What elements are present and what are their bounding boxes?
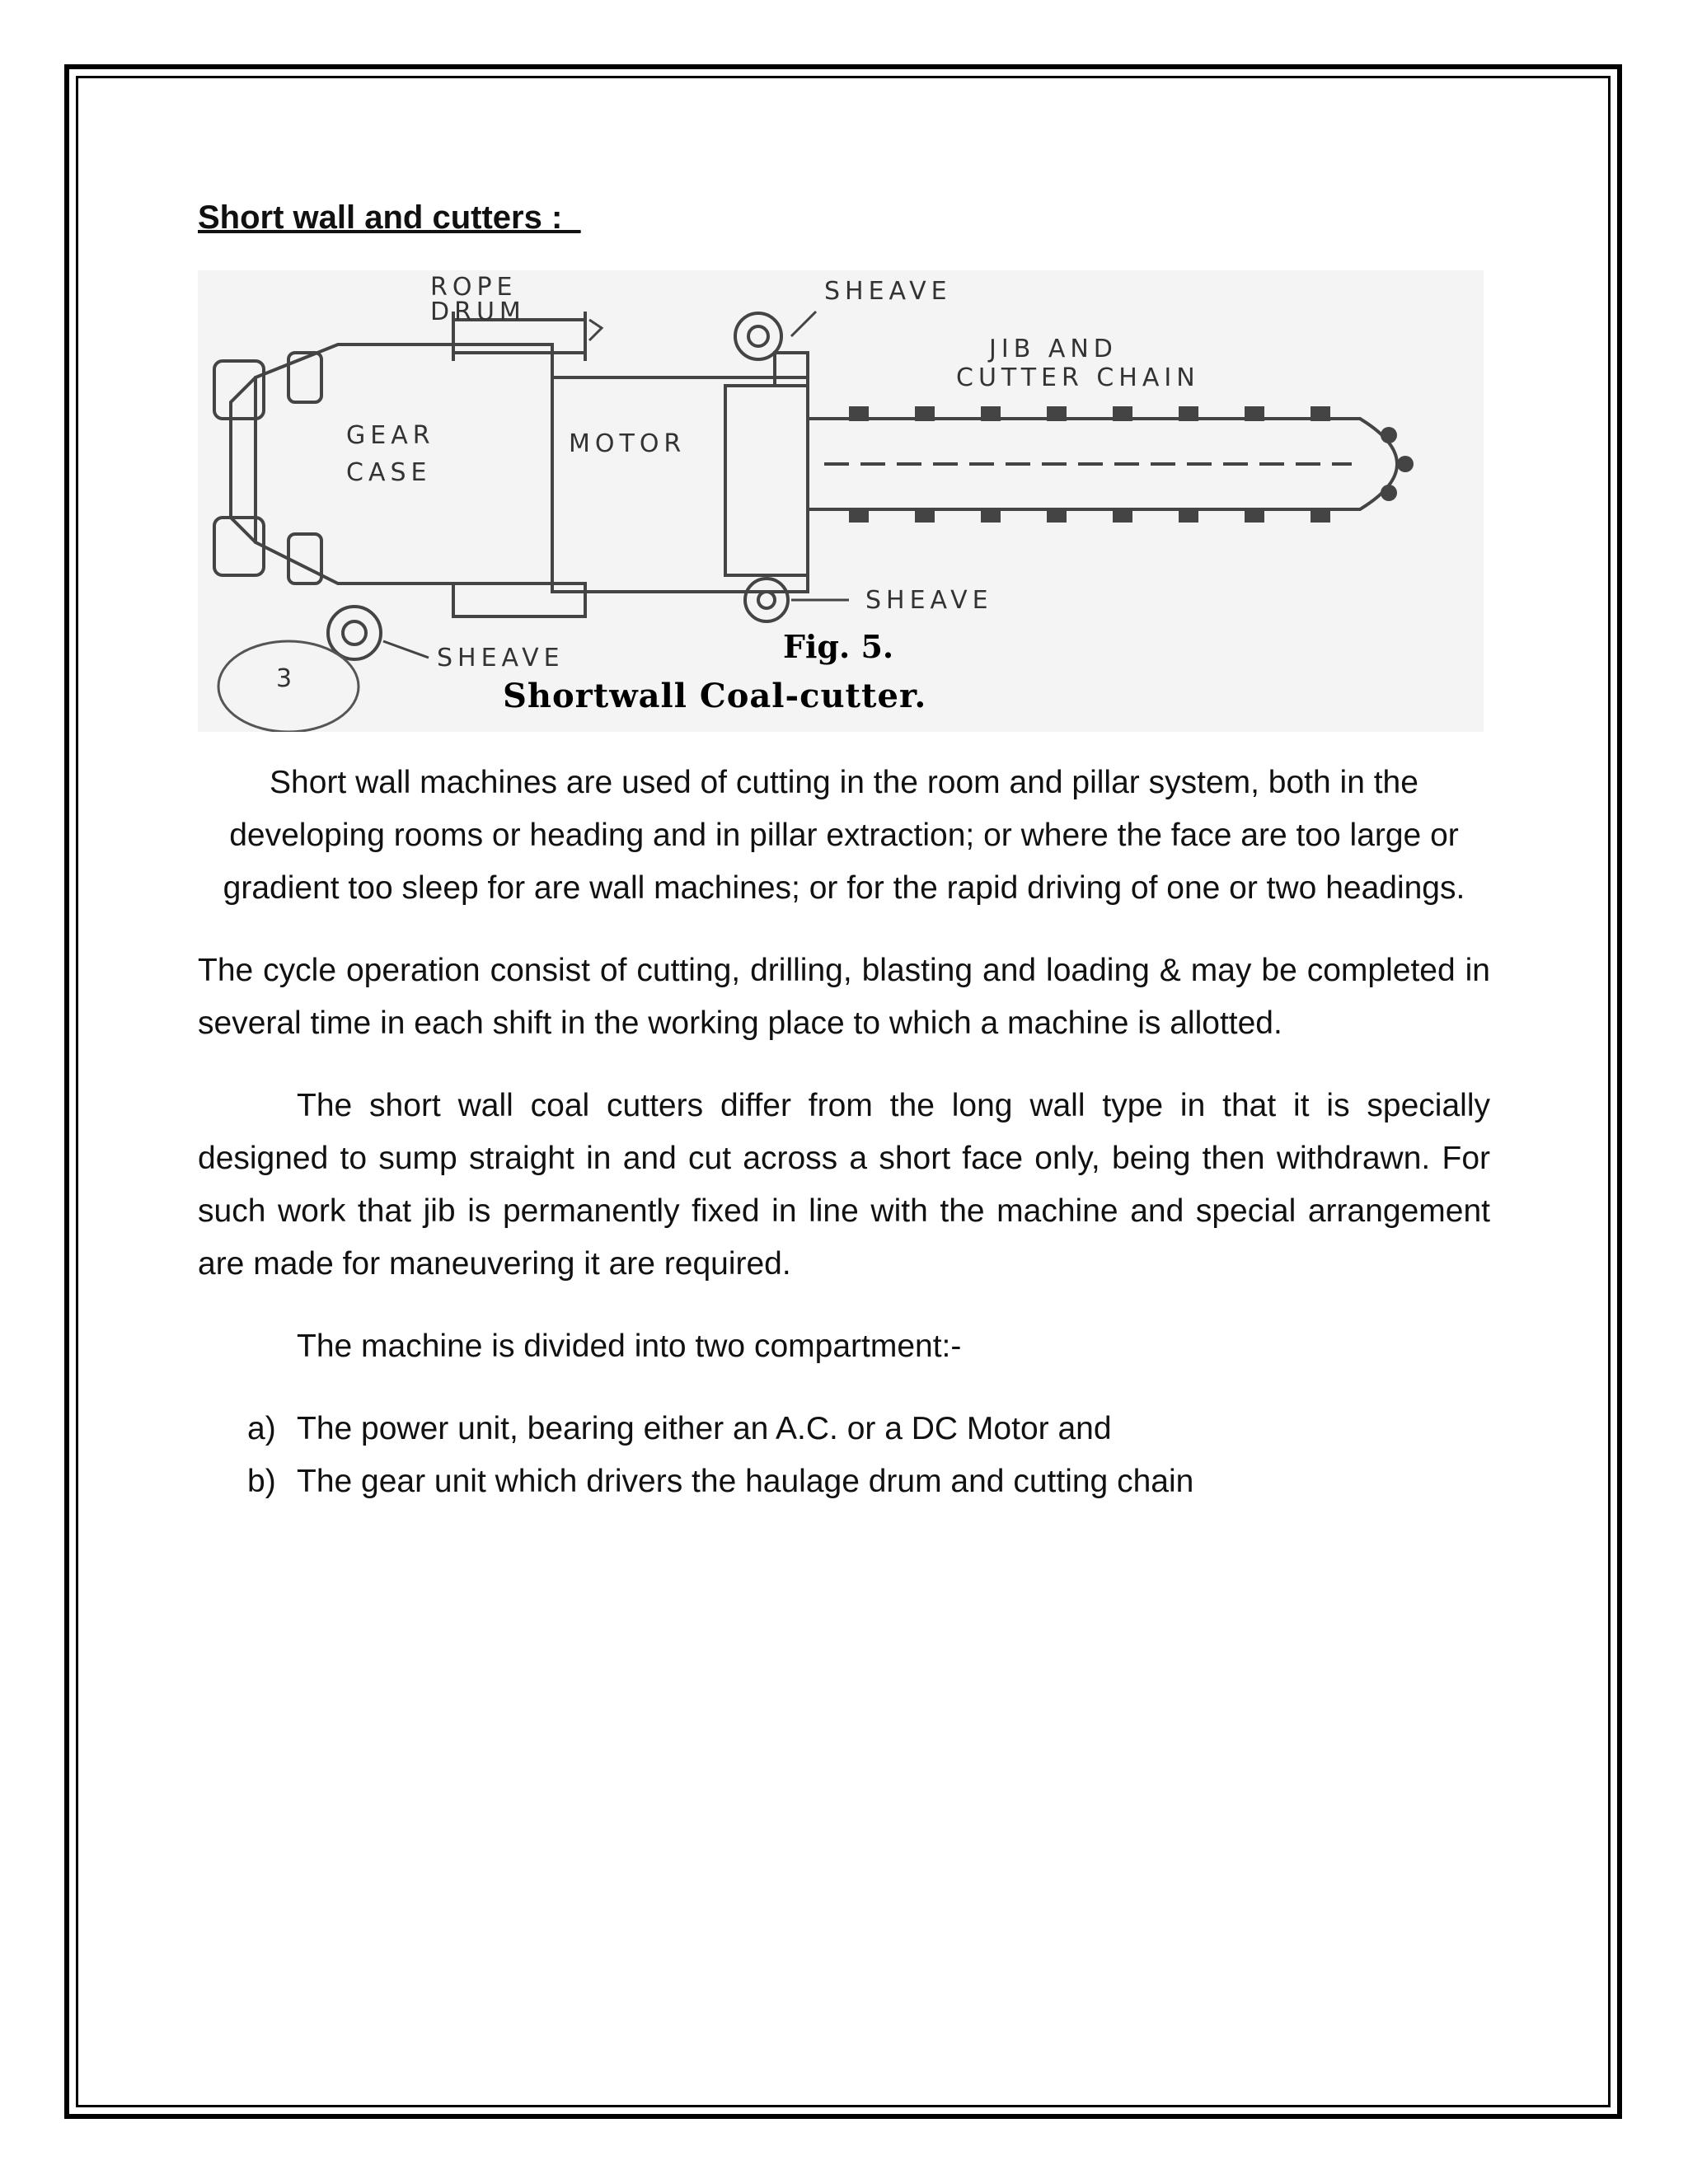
label-sheave-top: SHEAVE bbox=[824, 277, 952, 306]
list-marker: a) bbox=[247, 1411, 276, 1446]
list-marker: b) bbox=[247, 1464, 276, 1499]
paragraph-1: Short wall machines are used of cutting in the room and pillar system, both in the developing rooms or heading and in pillar extraction; or where the face are too large or gradient too sleep for are wall machines; or for the rapid driving of one or two headings. bbox=[223, 765, 1465, 906]
label-drum: DRUM bbox=[430, 298, 526, 326]
list-text: The power unit, bearing either an A.C. or a DC Motor and bbox=[297, 1411, 1112, 1446]
circled-number: 3 bbox=[276, 664, 298, 693]
label-gear: GEAR bbox=[346, 421, 435, 450]
label-jib-and: JIB AND bbox=[989, 335, 1118, 363]
figure-caption: Shortwall Coal-cutter. bbox=[503, 677, 927, 715]
paragraph-2: The cycle operation consist of cutting, drilling, blasting and loading & may be completed in several time in each shift in the working place to which a machine is allotted. bbox=[198, 953, 1490, 1041]
label-sheave-right: SHEAVE bbox=[865, 586, 993, 615]
list-item bbox=[247, 1403, 1490, 1455]
label-rope: ROPE bbox=[430, 273, 518, 302]
label-case: CASE bbox=[346, 458, 432, 487]
list-text: The gear unit which drivers the haulage drum and cutting chain bbox=[297, 1464, 1194, 1499]
label-motor: MOTOR bbox=[569, 429, 687, 458]
label-sheave-bottom: SHEAVE bbox=[437, 644, 565, 673]
coal-cutter-diagram bbox=[198, 270, 1484, 732]
paragraph-4: The machine is divided into two compartment:- bbox=[297, 1329, 962, 1364]
paragraph-3: The short wall coal cutters differ from the long wall type in that it is specially designed to sump straight in and cut across a short face only, being then withdrawn. For such work that jib is permanently fixed in line with the machine and special arrangement are made for maneuvering it are required. bbox=[198, 1088, 1490, 1282]
figure-number: Fig. 5. bbox=[783, 628, 894, 665]
label-cutter-chain: CUTTER CHAIN bbox=[956, 363, 1200, 392]
compartment-list bbox=[247, 1403, 1490, 1508]
list-item bbox=[247, 1455, 1490, 1508]
document-content bbox=[198, 198, 1490, 1508]
coal-cutter-figure bbox=[198, 270, 1484, 732]
section-heading: Short wall and cutters :_ bbox=[198, 199, 581, 236]
